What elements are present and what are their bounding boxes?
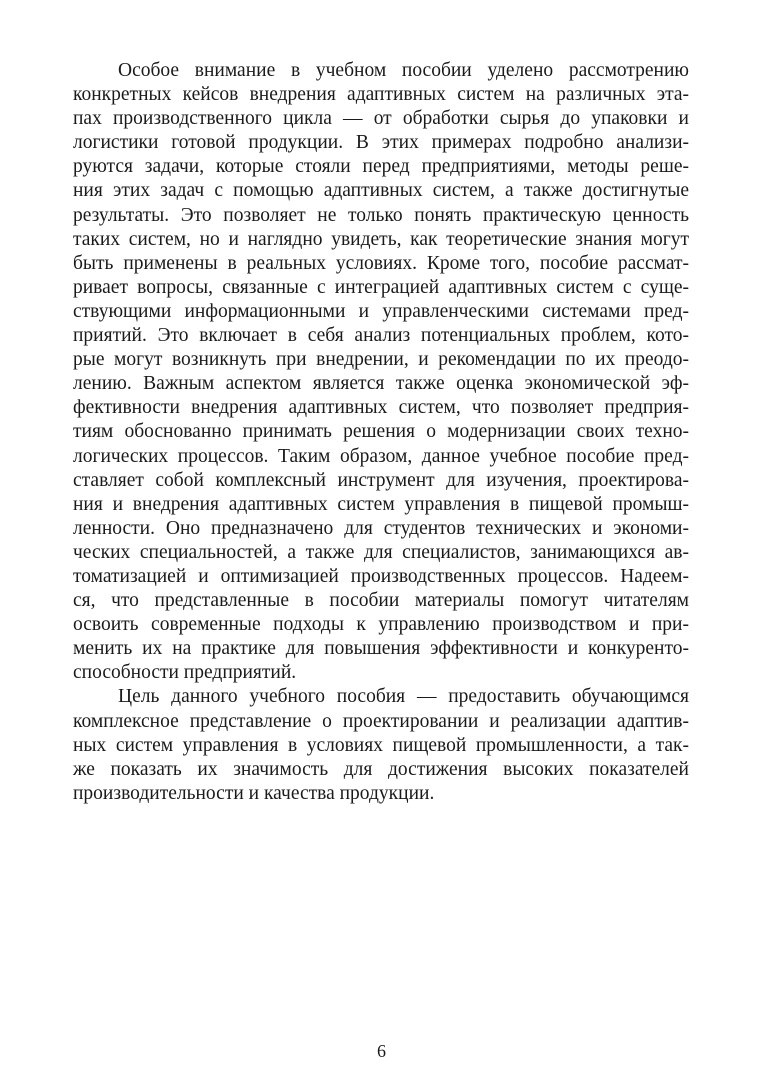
- text-line: ся, что представленные в пособии материалы помогут читателям: [73, 590, 689, 612]
- text-line: тиям обоснованно принимать решения о модернизации своих техно-: [73, 421, 689, 443]
- text-line: ния этих задач с помощью адаптивных систем, а также достигнутые: [73, 180, 689, 202]
- text-line: ривает вопросы, связанные с интеграцией адаптивных систем с суще-: [73, 276, 689, 298]
- text-line: пах производственного цикла — от обработки сырья до упаковки и: [73, 108, 689, 130]
- text-line: менить их на практике для повышения эффективности и конкуренто-: [73, 638, 689, 660]
- paragraph: [73, 59, 689, 685]
- text-line: лению. Важным аспектом является также оценка экономической эф-: [73, 373, 689, 395]
- text-line: же показать их значимость для достижения высоких показателей: [73, 758, 689, 780]
- text-line: логических процессов. Таким образом, данное учебное пособие пред-: [73, 445, 689, 467]
- body-text: [73, 59, 689, 806]
- text-line: томатизацией и оптимизацией производственных процессов. Надеем-: [73, 565, 689, 587]
- text-line: таких систем, но и наглядно увидеть, как теоретические знания могут: [73, 228, 689, 250]
- text-line: Особое внимание в учебном пособии уделено рассмотрению: [118, 60, 689, 81]
- text-line: ния и внедрения адаптивных систем управления в пищевой промыш-: [73, 493, 689, 515]
- text-line: результаты. Это позволяет не только понять практическую ценность: [73, 204, 689, 226]
- text-line: производительности и качества продукции.: [73, 782, 435, 804]
- text-line: логистики готовой продукции. В этих примерах подробно анализи-: [73, 132, 689, 154]
- text-line: ленности. Оно предназначено для студентов технических и экономи-: [73, 517, 689, 539]
- text-line: приятий. Это включает в себя анализ потенциальных проблем, кото-: [73, 325, 689, 347]
- page-number: 6: [377, 1041, 386, 1061]
- text-line: освоить современные подходы к управлению производством и при-: [73, 614, 689, 636]
- text-line: конкретных кейсов внедрения адаптивных систем на различных эта-: [73, 84, 689, 106]
- paragraph: [73, 685, 689, 805]
- text-line: руются задачи, которые стояли перед предприятиями, методы реше-: [73, 156, 689, 178]
- text-line: фективности внедрения адаптивных систем, что позволяет предприя-: [73, 397, 689, 419]
- text-line: ческих специальностей, а также для специалистов, занимающихся ав-: [73, 541, 689, 563]
- text-line: ных систем управления в условиях пищевой промышленности, а так-: [73, 734, 689, 756]
- text-line: быть применены в реальных условиях. Кроме того, пособие рассмат-: [73, 252, 689, 274]
- text-line: Цель данного учебного пособия — предоставить обучающимся: [118, 686, 689, 708]
- text-line: ствующими информационными и управленческими системами пред-: [73, 300, 689, 322]
- text-line: ставляет собой комплексный инструмент для изучения, проектирова-: [73, 469, 689, 491]
- text-line: комплексное представление о проектировании и реализации адаптив-: [73, 710, 689, 732]
- text-line: рые могут возникнуть при внедрении, и рекомендации по их преодо-: [73, 349, 689, 371]
- text-line: способности предприятий.: [73, 662, 297, 684]
